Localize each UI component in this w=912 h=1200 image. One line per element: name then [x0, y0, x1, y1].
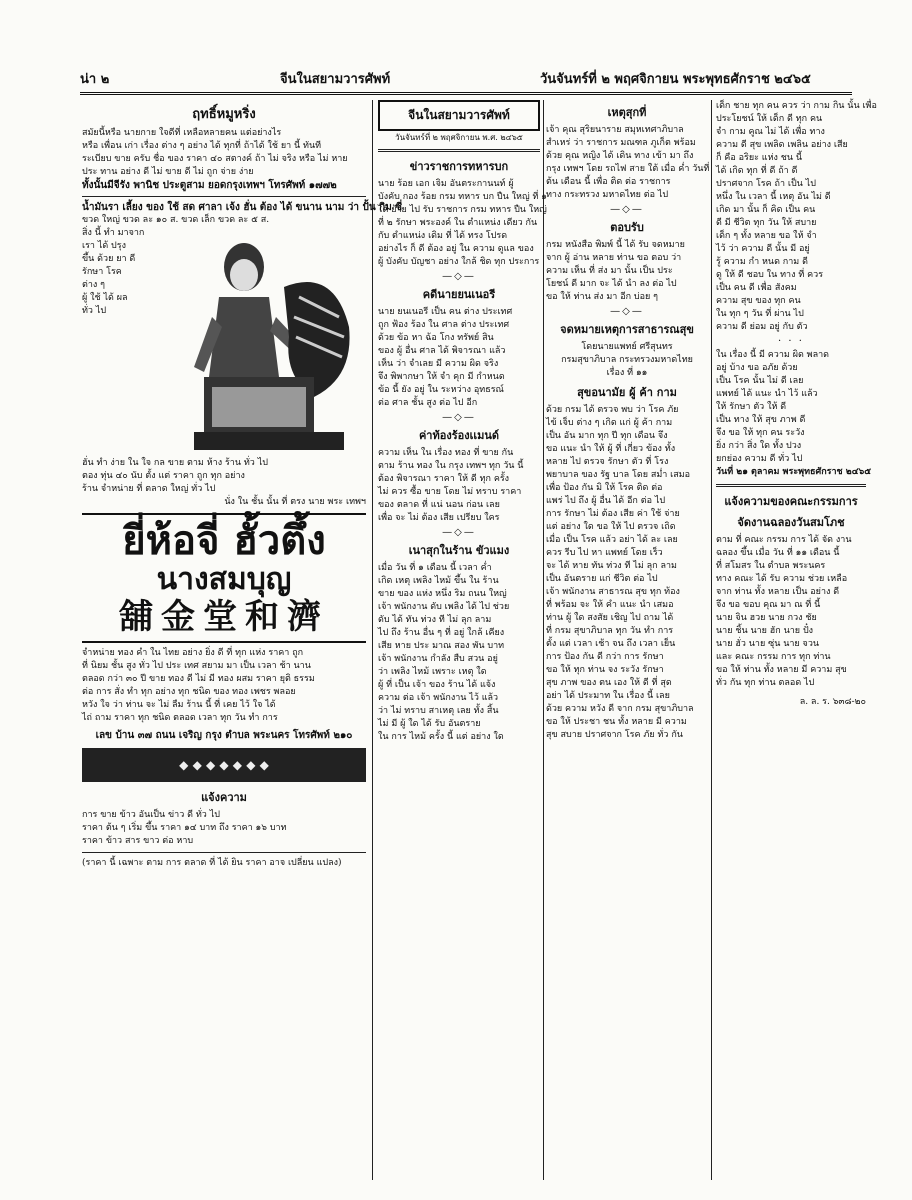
text-line: ที่ สโมสร ใน ตำบล พระนคร: [716, 561, 826, 571]
text-line: ของ ผู้ อื่น ศาล ได้ พิจารณา แล้ว: [378, 346, 506, 356]
text-line: เป็น ทาง ให้ สุข ภาพ ดี: [716, 415, 806, 425]
text-line: จาก ผู้ อ่าน หลาย ท่าน ขอ ตอบ ว่า: [546, 253, 682, 263]
text-line: แพทย์ ได้ แนะ นำ ไว้ แล้ว: [716, 389, 818, 399]
ornament-divider: —◇—: [442, 527, 476, 538]
text-line: ที่ นิยม ชั้น สูง ทั่ว ไป ประ เทศ สยาม มา เป็น เวลา ช้า นาน: [82, 661, 311, 671]
text-line: ความ ดี สุข เพลิด เพลิน อย่าง เสีย: [716, 140, 848, 150]
text-line: จึง ขอ ให้ ทุก คน ระวัง: [716, 428, 805, 438]
divider: [82, 852, 366, 853]
text-line: ดู ให้ ดี ชอบ ใน ทาง ที่ ควร: [716, 270, 824, 280]
text-line: เมื่อ เป็น โรค แล้ว อย่า ได้ ละ เลย: [546, 535, 678, 545]
text-line: เจ้า คุณ สุริยนาราย สมุหเทศาภิบาล: [546, 125, 684, 135]
ad-brand-thai: ยี่ห้อจี่ ฮั้วตึ้ง: [122, 517, 326, 564]
text-line: ตอง ทุ่น ๔๐ นับ ตั้ง แต่ ราคา ถูก ทุก อย่าง: [82, 471, 245, 481]
notice-subtitle: จัดงานฉลองวันสมโภช: [737, 516, 845, 529]
text-line: จำหน่าย ทอง คำ ใน ไทย อย่าง ยิ่ง ดี ที่ ทุก แห่ง ราคา ถูก: [82, 648, 304, 658]
text-line: การ ป้อง กัน ดี กว่า การ รักษา: [546, 652, 664, 662]
signature: ล. ล. ร. ๖๓๘-๒๐: [799, 697, 866, 707]
text-line: สุข สบาย ปราศจาก โรค ภัย ทั่ว กัน: [546, 730, 683, 740]
text-line: ประโยชน์ ให้ เด็ก ดี ทุก คน: [716, 114, 823, 124]
text-line: จะ ได้ หาย ทัน ท่วง ที ไม่ ลุก ลาม: [546, 561, 677, 571]
text-line: ประ ทาน อย่าง ดี ไม่ ขาย ดี ไม่ ถูก จ่าย ง่าย: [82, 167, 254, 177]
text-line: ควร รีบ ไป หา แพทย์ โดย เร็ว: [546, 548, 663, 558]
ad-headline: น้ำมันรา เลี้ยง ของ ใช้ สด ศาลา เจ้ง ฮั่น ต้อง ได้ ขนาน นาม ว่า ปั้น กิม ซี่: [82, 202, 403, 213]
text-line: แต่ อย่าง ใด ขอ ให้ ไป ตรวจ เถิด: [546, 522, 676, 532]
section-title: เนาสุกในร้าน ขัวแมง: [408, 544, 510, 557]
text-line: ด้วย กรม ได้ ตรวจ พบ ว่า โรค ภัย: [546, 405, 679, 415]
column-3: [546, 100, 708, 1185]
text-line: ความ เห็น ใน เรื่อง ทอง ที่ ขาย กัน: [378, 448, 514, 458]
text-line: ดี มี ชีวิต ทุก วัน ให้ สบาย: [716, 218, 817, 228]
text-line: ปราศจาก โรค ถ้า เป็น ไป: [716, 179, 816, 189]
text-line: ขอ ให้ ทุก ท่าน จง ระวัง รักษา: [546, 665, 664, 675]
section-title: เหตุสุกที่: [607, 106, 647, 119]
text-line: อย่างไร ก็ ดี ต้อง อยู่ ใน ความ ดูแล ของ: [378, 244, 534, 254]
text-line: ด้วย ความ หวัง ดี จาก กรม สุขาภิบาล: [546, 704, 694, 714]
text-line: หลาย ไป ตรวจ รักษา ตัว ที่ โรง: [546, 457, 669, 467]
text-line: เป็น อันตราย แก่ ชีวิต ต่อ ไป: [546, 574, 658, 584]
text-line: ก็ คือ อริยะ แห่ง ชน นี้: [716, 153, 803, 163]
text-line: ดับ ได้ ทัน ท่วง ที ไม่ ลุก ลาม: [378, 615, 492, 625]
text-line: ไม่ มี ผู้ ใด ได้ รับ อันตราย: [378, 719, 481, 729]
text-line: เจ้า พนักงาน กำลัง สืบ สวน อยู่: [378, 654, 498, 664]
text-line: ความ เห็น ที่ ส่ง มา นั้น เป็น ประ: [546, 266, 673, 276]
section-title: จดหมายเหตุการสาธารณสุข: [560, 323, 694, 336]
text-line: ความ ดี ย่อม อยู่ กับ ตัว: [716, 322, 808, 332]
text-line: นาย ฮั่ว นาย ซุ่น นาย จวน: [716, 639, 820, 649]
text-line: เจ้า พนักงาน ดับ เพลิง ได้ ไป ช่วย: [378, 602, 510, 612]
text-line: อยู่ บ้าง ขอ อภัย ด้วย: [716, 363, 798, 373]
text-line: สำเหร่ ว่า ราชการ มณฑล ภูเก็ต พร้อม: [546, 138, 696, 148]
text-line: กรม หนังสือ พิมพ์ นี้ ได้ รับ จดหมาย: [546, 240, 685, 250]
ornament-divider: —◇—: [442, 271, 476, 282]
text-line: ต่อ การ สั่ง ทำ ทุก อย่าง ทุก ชนิด ของ ทอง เพชร พลอย: [82, 687, 296, 697]
page-header: [80, 62, 852, 95]
shop-line: ทั้งนั้นมีจีรัง พานิช ประตูสาม ยอดกรุงเทพฯ โทรศัพท์ ๑๗๗๒: [82, 180, 337, 191]
text-line: ฮั่น ทำ ง่าย ใน ใจ กล ขาย ตาม ห้าง ร้าน ทั่ว ไป: [82, 458, 268, 468]
illustration-caption: [82, 227, 160, 457]
text-line: นั่ง ใน ชั้น นั้น ที่ ตรง นาย พระ เทพฯ: [224, 497, 366, 507]
text-line: จาก ท่าน ทั้ง หลาย เป็น อย่าง ดี: [716, 587, 840, 597]
text-line: หนึ่ง ใน เวลา นี้ เหตุ อัน ไม่ ดี: [716, 192, 831, 202]
text-line: ขาย ของ แห่ง หนึ่ง ริม ถนน ใหญ่: [378, 589, 507, 599]
text-line: จึง ขอ ขอบ คุณ มา ณ ที่ นี้: [716, 600, 821, 610]
newspaper-title: จีนในสยามวารศัพท์: [280, 72, 391, 87]
text-line: เด็ก ๆ ทั้ง หลาย ขอ ให้ จำ: [716, 231, 817, 241]
notice-title: แจ้งความของคณะกรรมการ: [724, 495, 858, 508]
text-line: แพร่ ไป ถึง ผู้ อื่น ได้ อีก ต่อ ไป: [546, 496, 666, 506]
text-line: ถูก ฟ้อง ร้อง ใน ศาล ต่าง ประเทศ: [378, 320, 510, 330]
section-title: ตอบรับ: [610, 221, 644, 234]
price-line: ขวด ใหญ่ ขวด ละ ๑๐ ส. ขวด เล็ก ขวด ละ ๕ ส.: [82, 215, 270, 225]
text-line: การ รักษา ไม่ ต้อง เสีย ค่า ใช้ จ่าย: [546, 509, 680, 519]
ornament-divider: —◇—: [610, 204, 644, 215]
column-1: [82, 100, 403, 1185]
notice-title: แจ้งความ: [201, 791, 247, 804]
text-line: ต้น เดือน นี้ เพื่อ ติด ต่อ ราชการ: [546, 177, 671, 187]
text-line: บังคับ กอง ร้อย กรม ทหาร บก ปืน ใหญ่ ที่ ๑: [378, 192, 547, 202]
text-line: หวัง ใจ ว่า ท่าน จะ ไม่ ลืม ร้าน นี้ ที่ เคย ไว้ ใจ ได้: [82, 700, 276, 710]
text-line: สิ่ง นี้ ทำ มาจาก: [82, 228, 145, 238]
text-line: ขอ ให้ ท่าน ทั้ง หลาย มี ความ สุข: [716, 665, 847, 675]
text-line: ผู้ ที่ เป็น เจ้า ของ ร้าน ได้ แจ้ง: [378, 680, 496, 690]
text-line: ของ ตลาด ที่ แน่ นอน ก่อน เลย: [378, 500, 500, 510]
divider: [378, 149, 540, 152]
text-line: ตลอด กว่า ๓๐ ปี ขาย ทอง ดี ไม่ มี ทอง ผสม ราคา ยุติ ธรรม: [82, 674, 315, 684]
text-line: ไว้ ว่า ความ ดี นั้น มี อยู่: [716, 244, 810, 254]
illustration-figure: [164, 227, 364, 457]
text-line: ข้อ นี้ ยัง อยู่ ใน ระหว่าง อุทธรณ์: [378, 385, 504, 395]
column-divider: [543, 100, 544, 1180]
text-line: เมื่อ วัน ที่ ๑ เดือน นี้ เวลา ค่ำ: [378, 563, 492, 573]
text-line: นาย ยนเนอรี เป็น คน ต่าง ประเทศ: [378, 307, 513, 317]
article-number: เรื่อง ที่ ๑๑: [606, 368, 648, 378]
byline-date: วันที่ ๒๑ ตุลาคม พระพุทธศักราช ๒๔๖๕: [716, 467, 872, 477]
text-line: ผู้ ใช้ ได้ ผล: [82, 293, 128, 303]
text-line: ทาง กระทรวง มหาดไทย ต่อ ไป: [546, 190, 669, 200]
text-line: ทั่ว ไป: [82, 306, 107, 316]
text-line: รู้ ความ กำ หนด กาม ดี: [716, 257, 808, 267]
text-line: ใน การ ไหม้ ครั้ง นี้ แต่ อย่าง ใด: [378, 732, 504, 742]
text-line: เด็ก ชาย ทุก คน ควร ว่า กาม กิน นั้น เพื่อ: [716, 101, 877, 111]
ad-brand-chinese: 舖金堂和濟: [119, 597, 329, 637]
text-line: กับ ตำแหน่ง เดิม ที่ ได้ ทรง โปรด: [378, 231, 508, 241]
text-line: ยิ่ง กว่า สิ่ง ใด ทั้ง ปวง: [716, 441, 802, 451]
text-line: ที่ กรม สุขาภิบาล ทุก วัน ทำ การ: [546, 626, 674, 636]
byline: โดยนายแพทย์ ศรีสุนทร: [581, 342, 673, 352]
text-line: หรือ เพื่อน เก่า เรื่อง ต่าง ๆ อย่าง ได้ ทุกที่ ถ้าได้ ใช้ ยา นี้ ทันที: [82, 141, 322, 151]
text-line: ที่ ๒ รักษา พระองค์ ใน ตำแหน่ง เดียว กัน: [378, 218, 538, 228]
footer-note: (ราคา นี้ เฉพาะ ตาม การ ตลาด ที่ ได้ ยิน ราคา อาจ เปลี่ยน แปลง): [82, 858, 342, 868]
text-line: ต่าง ๆ: [82, 280, 105, 290]
text-line: ขอ ให้ ประชา ชน ทั้ง หลาย มี ความ: [546, 717, 687, 727]
issue-date: วันจันทร์ที่ ๒ พฤศจิกายน พระพุทธศักราช ๒๔๖๕: [540, 72, 811, 87]
text-line: นาย ร้อย เอก เจิม อันตระกานนท์ ผู้: [378, 179, 514, 189]
text-line: เห็น ว่า จำเลย มี ความ ผิด จริง: [378, 359, 499, 369]
text-line: ทาง คณะ ได้ รับ ความ ช่วย เหลือ: [716, 574, 848, 584]
text-line: ว่า เพลิง ไหม้ เพราะ เหตุ ใด: [378, 667, 487, 677]
text-line: สมัยนี้หรือ นายกาย ใจดีที่ เหลือหลายคน แต่อย่างไร: [82, 128, 282, 138]
divider: [716, 484, 866, 487]
ad-owner-name: นางสมบุญ: [156, 562, 292, 597]
text-line: อย่า ได้ ประมาท ใน เรื่อง นี้ เลย: [546, 691, 670, 701]
masthead-date: วันจันทร์ที่ ๒ พฤศจิกายน พ.ศ. ๒๔๖๕: [395, 133, 523, 142]
text-line: พยาบาล ของ รัฐ บาล โดย สม่ำ เสมอ: [546, 470, 691, 480]
text-line: และ คณะ กรรม การ ทุก ท่าน: [716, 652, 831, 662]
text-line: ต้อง พิจารณา ราคา ให้ ดี ทุก ครั้ง: [378, 474, 510, 484]
text-line: เจ้า พนักงาน สาธารณ สุข ทุก ท้อง: [546, 587, 680, 597]
text-line: สุข ภาพ ของ ตน เอง ให้ ดี ที่ สุด: [546, 678, 672, 688]
text-line: เพื่อ ป้อง กัน มิ ให้ โรค ติด ต่อ: [546, 483, 663, 493]
banner-ornament: ◆ ◆ ◆ ◆ ◆ ◆ ◆: [82, 748, 366, 782]
text-line: การ ขาย ข้าว อันเป็น ข่าว ดี ทั่ว ไป: [82, 810, 220, 820]
text-line: ผู้ บังคับ บัญชา อย่าง ใกล้ ชิด ทุก ประการ: [378, 257, 540, 267]
text-line: ว่า ไม่ ทราบ สาเหตุ เลย ทั้ง สิ้น: [378, 706, 499, 716]
ornament-divider: · · ·: [778, 336, 804, 347]
text-line: ได้ เกิด ทุก ที่ ดี ถ้า ดี: [716, 166, 798, 176]
text-line: ราคา ต้น ๆ เริ่ม ขึ้น ราคา ๑๔ บาท ถึง ราคา ๑๖ บาท: [82, 823, 287, 833]
column-2: [378, 100, 547, 1185]
jewelry-advertisement: [82, 513, 366, 643]
text-line: ตาม ที่ คณะ กรรม การ ได้ จัด งาน: [716, 535, 852, 545]
page-number: น่า ๒: [80, 72, 110, 87]
text-line: ความ สุข ของ ทุก คน: [716, 296, 801, 306]
article-title: ฤทธิ์หมูหริ่ง: [192, 107, 256, 122]
text-line: ขอ แนะ นำ ให้ ผู้ ที่ เกี่ยว ข้อง ทั้ง: [546, 444, 676, 454]
masthead: จีนในสยามวารศัพท์: [378, 100, 540, 131]
text-line: ขอ ให้ ท่าน ส่ง มา อีก บ่อย ๆ: [546, 292, 659, 302]
text-line: โยชน์ ดี มาก จะ ได้ นำ ลง ต่อ ไป: [546, 279, 677, 289]
text-line: ไถ่ ถาม ราคา ทุก ชนิด ตลอด เวลา ทุก วัน ทำ การ: [82, 713, 278, 723]
column-4: [716, 100, 877, 1185]
text-line: ด้วย ข้อ หา ฉ้อ โกง ทรัพย์ สิน: [378, 333, 494, 343]
text-line: เป็น อัน มาก ทุก ปี ทุก เดือน จึง: [546, 431, 668, 441]
text-line: ไม่ ควร ซื้อ ขาย โดย ไม่ ทราบ ราคา: [378, 487, 522, 497]
text-line: ขึ้น ด้วย ยา ดี: [82, 254, 136, 264]
text-line: ร้าน จำหน่าย ที่ ตลาด ใหญ่ ทั่ว ไป: [82, 484, 216, 494]
section-title: ข่าวราชการทหารบก: [409, 160, 509, 173]
text-line: เรา ได้ ปรุง: [82, 241, 126, 251]
text-line: ที่ พร้อม จะ ให้ คำ แนะ นำ เสมอ: [546, 600, 674, 610]
byline: กรมสุขาภิบาล กระทรวงมหาดไทย: [561, 355, 693, 365]
text-line: เป็น คน ดี เพื่อ สังคม: [716, 283, 797, 293]
text-line: จึง พิพากษา ให้ จำ คุก มี กำหนด: [378, 372, 505, 382]
ornament-divider: —◇—: [442, 412, 476, 423]
text-line: ไข้ เจ็บ ต่าง ๆ เกิด แก่ ผู้ ค้า กาม: [546, 418, 673, 428]
column-divider: [372, 100, 373, 1180]
divider: [82, 196, 366, 197]
text-line: ได้ ย้าย ไป รับ ราชการ กรม ทหาร ปืน ใหญ่: [378, 205, 547, 215]
text-line: กรุง เทพฯ โดย รถไฟ สาย ใต้ เมื่อ ค่ำ วันที่: [546, 164, 710, 174]
text-line: นาย ชิ้น นาย ฮัก นาย ปั๋ง: [716, 626, 814, 636]
text-line: ฉลอง ขึ้น เมื่อ วัน ที่ ๑๑ เดือน นี้: [716, 548, 840, 558]
text-line: เกิด มา นั้น ก็ คิด เป็น คน: [716, 205, 816, 215]
text-line: เสีย หาย ประ มาณ สอง พัน บาท: [378, 641, 505, 651]
text-line: ราคา ข้าว สาร ขาว ต่อ หาบ: [82, 836, 194, 846]
text-line: รักษา โรค: [82, 267, 122, 277]
section-title: คดีนายยนเนอรี: [422, 288, 496, 301]
text-line: ด้วย คุณ หญิง ได้ เดิน ทาง เข้า มา ถึง: [546, 151, 694, 161]
text-line: ยกย่อง ความ ดี ทั่ว ไป: [716, 454, 803, 464]
text-line: เพื่อ จะ ไม่ ต้อง เสีย เปรียบ ใคร: [378, 513, 500, 523]
ornament-divider: —◇—: [610, 306, 644, 317]
text-line: เกิด เหตุ เพลิง ไหม้ ขึ้น ใน ร้าน: [378, 576, 499, 586]
text-line: ตาม ร้าน ทอง ใน กรุง เทพฯ ทุก วัน นี้: [378, 461, 524, 471]
text-line: ความ ต่อ เจ้า พนักงาน ไว้ แล้ว: [378, 693, 499, 703]
text-line: ใน เรื่อง นี้ มี ความ ผิด พลาด: [716, 350, 830, 360]
article-heading: สุขอนามัย ผู้ ค้า กาม: [577, 386, 677, 399]
text-line: ไป ถึง ร้าน อื่น ๆ ที่ อยู่ ใกล้ เคียง: [378, 628, 505, 638]
text-line: ทั่ว กัน ทุก ท่าน ตลอด ไป: [716, 678, 815, 688]
text-line: ระเบียบ ขาย ครับ ชื่อ ของ ราคา ๔๐ สตางค์ ถ้า ไม่ จริง หรือ ไม่ หาย: [82, 154, 348, 164]
section-title: ค่าท้องร้องเเมนด์: [418, 429, 500, 442]
shop-address: เลข บ้าน ๓๗ ถนน เจริญ กรุง ตำบล พระนคร โทรศัพท์ ๒๑๐: [95, 730, 353, 741]
column-divider: [711, 100, 712, 1180]
text-line: นาย จิน ฮวย นาย กวง ชัย: [716, 613, 817, 623]
text-line: ใน ทุก ๆ วัน ที่ ผ่าน ไป: [716, 309, 804, 319]
text-line: เป็น โรค นั้น ไม่ ดี เลย: [716, 376, 804, 386]
text-line: ให้ รักษา ตัว ให้ ดี: [716, 402, 787, 412]
text-line: ต่อ ศาล ชั้น สูง ต่อ ไป อีก: [378, 398, 478, 408]
text-line: จำ กาม คูณ ไม่ ได้ เพื่อ ทาง: [716, 127, 825, 137]
text-line: ตั้ง แต่ เวลา เช้า จน ถึง เวลา เย็น: [546, 639, 676, 649]
text-line: ท่าน ผู้ ใด สงสัย เชิญ ไป ถาม ได้: [546, 613, 674, 623]
